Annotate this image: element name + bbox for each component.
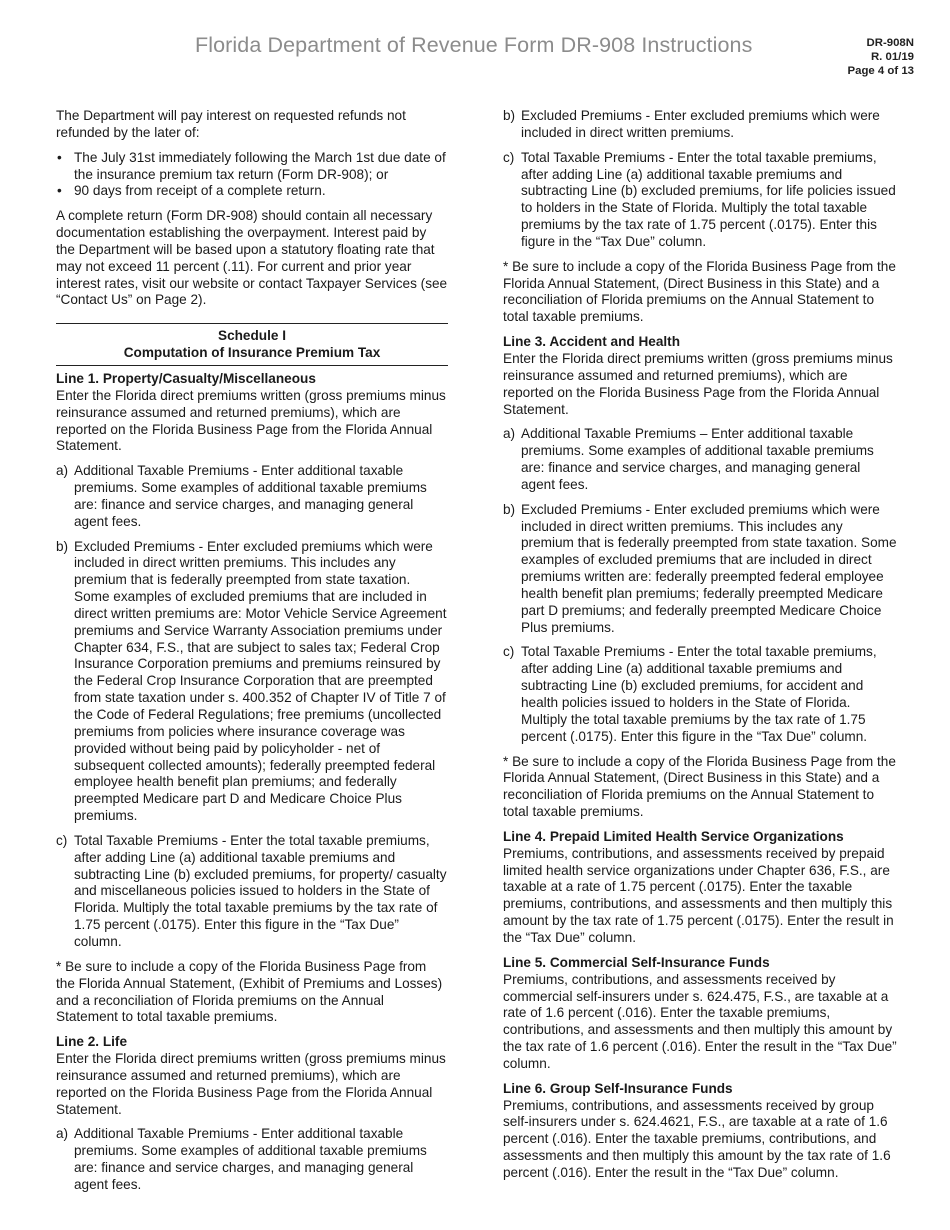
item-label: a) [56, 1126, 69, 1142]
list-item: • 90 days from receipt of a complete return. [56, 183, 448, 200]
document-title: Florida Department of Revenue Form DR-908 Instructions [195, 33, 753, 57]
line1-item-b [56, 539, 448, 825]
form-identifier [848, 36, 914, 78]
line5-heading: Line 5. Commercial Self-Insurance Funds [503, 954, 770, 970]
schedule-title: Schedule I [218, 328, 286, 344]
item-label: a) [56, 463, 69, 479]
line2-note: * Be sure to include a copy of the Florida Business Page from the Florida Annual Statement, (Direct Business in this State) and a reconciliation of Florida premiums on the Annual Statement to total taxable premiums. [503, 258, 896, 325]
line3-item-b [503, 502, 898, 637]
item-text: Additional Taxable Premiums - Enter additional taxable premiums. Some examples of additional taxable premiums are: finance and service charges, and managing general agent fees. [74, 463, 427, 529]
line1-item-a [56, 463, 448, 530]
form-revision: R. 01/19 [870, 51, 914, 63]
line1-note: * Be sure to include a copy of the Florida Business Page from the Florida Annual Statement, (Exhibit of Premiums and Losses) and a reconciliation of Florida premiums on the Annual Statement to total taxable premiums. [56, 958, 443, 1025]
line2-intro: Enter the Florida direct premiums written (gross premiums minus reinsurance assumed and returned premiums), which are reported on the Florida Business Page from the Florida Annual Statement. [56, 1051, 446, 1117]
item-label: c) [503, 644, 515, 660]
item-label: b) [56, 538, 69, 554]
line2-section [56, 1034, 448, 1194]
line5-text: Premiums, contributions, and assessments received by commercial self-insurers under s. 624.475, F.S., are taxable at a rate of 1.6 percent (.016). Enter the taxable premiums, contributions, and assessments and then multiply this amount by the tax rate of 1.6 percent (.016). Enter the result in the “Tax Due” column. [503, 971, 897, 1071]
line1-intro: Enter the Florida direct premiums written (gross premiums minus reinsurance assumed and returned premiums), which are reported on the Florida Business Page from the Florida Annual Statement. [56, 387, 446, 454]
line4-heading: Line 4. Prepaid Limited Health Service Organizations [503, 828, 844, 844]
page-number: Page 4 of 13 [847, 65, 914, 77]
item-label: c) [503, 149, 515, 165]
line3-item-c [503, 644, 898, 745]
line2-item-a [56, 1126, 448, 1193]
line2-item-c [503, 150, 898, 251]
line6-section [503, 1081, 898, 1182]
interest-conditions-list [56, 150, 448, 201]
line6-text: Premiums, contributions, and assessments received by group self-insurers under s. 624.4621, F.S., are taxable at a rate of 1.6 percent (.016). Enter the taxable premiums, contributions, and assessments and then multiply this amount by the tax rate of 1.6 percent (.016). Enter the result in the “Tax Due” column. [503, 1097, 891, 1180]
line5-section [503, 955, 898, 1073]
item-text: Additional Taxable Premiums - Enter additional taxable premiums. Some examples of additional taxable premiums are: finance and service charges, and managing general agent fees. [74, 1126, 427, 1192]
item-label: b) [503, 501, 516, 517]
page-header [0, 0, 950, 90]
complete-return-paragraph: A complete return (Form DR-908) should contain all necessary documentation establishing the overpayment. Interest paid by the Department will be based upon a statutory floating rate that may not exceed 11 percent (.11). For current and prior year interest rates, visit our website or contact Taxpayer Services (see “Contact Us” on Page 2). [56, 208, 448, 308]
line3-heading: Line 3. Accident and Health [503, 334, 681, 350]
interest-intro: The Department will pay interest on requested refunds not refunded by the later of: [56, 108, 406, 140]
item-text: Excluded Premiums - Enter excluded premiums which were included in direct written premiums. [521, 108, 880, 140]
line6-heading: Line 6. Group Self-Insurance Funds [503, 1080, 733, 1096]
right-column [503, 108, 898, 1190]
line2-item-b [503, 108, 898, 142]
line2-heading: Line 2. Life [56, 1034, 128, 1050]
line3-section [503, 334, 898, 821]
item-label: b) [503, 108, 516, 123]
item-text: Total Taxable Premiums - Enter the total taxable premiums, after adding Line (a) additional taxable premiums and subtracting Line (b) excluded premiums, for life policies issued to holders in the State of Florida. Multiply the total taxable premiums by the tax rate of 1.75 percent (.0175). Enter this figure in the “Tax Due” column. [521, 149, 896, 249]
line3-note: * Be sure to include a copy of the Florida Business Page from the Florida Annual Statement, (Direct Business in this State) and a reconciliation of Florida premiums on the Annual Statement to total taxable premiums. [503, 753, 896, 820]
line4-section [503, 829, 898, 947]
line1-section [56, 371, 448, 1026]
line1-heading: Line 1. Property/Casualty/Miscellaneous [56, 370, 316, 386]
left-column [56, 108, 448, 1202]
list-item: • The July 31st immediately following the March 1st due date of the insurance premium tax return (Form DR-908); or [56, 150, 448, 184]
line4-text: Premiums, contributions, and assessments received by prepaid limited health service organizations under Chapter 636, F.S., are taxable at a rate of 1.75 percent (.0175). Enter the taxable premiums, contributions, and assessments and then multiply this amount by the tax rate of 1.75 percent (.0175). Enter the result in the “Tax Due” column. [503, 845, 894, 945]
item-text: Total Taxable Premiums - Enter the total taxable premiums, after adding Line (a) additional taxable premiums and subtracting Line (b) excluded premiums, for accident and health policies issued to holders in the State of Florida. Multiply the total taxable premiums by the tax rate of 1.75 percent (.0175). Enter this figure in the “Tax Due” column. [521, 644, 877, 744]
item-label: c) [56, 832, 68, 848]
item-text: Total Taxable Premiums - Enter the total taxable premiums, after adding Line (a) additional taxable premiums and subtracting Line (b) excluded premiums, for property/ casualty and miscellaneous policies issued to holders in the State of Florida. Multiply the total taxable premiums by the tax rate of 1.75 percent (.0175). Enter this figure in the “Tax Due” column. [74, 832, 447, 949]
form-number: DR-908N [866, 37, 914, 49]
line3-item-a [503, 426, 898, 493]
item-text: Excluded Premiums - Enter excluded premiums which were included in direct written premiums. This includes any premium that is federally preempted from state taxation. Some examples of excluded premiums that are included in direct written premiums are: Motor Vehicle Service Agreement premiums and Service Warranty Association premiums under Chapter 634, F.S., that are subject to sales tax; Federal Crop Insurance Corporation premiums and premiums reinsured by the Federal Crop Insurance Corporation that are preempted from state taxation under s. 400.352 of Chapter IV of Title 7 of the Code of Federal Regulations; free premiums (uncollected premiums from policies where insurance coverage was provided without being paid by policyholder - net of subsequent collected amounts); federally preempted federal employee health benefit plan premiums; and federally preempted Medicare part D and Medicare Choice Plus premiums. [74, 538, 447, 824]
line1-item-c [56, 833, 448, 951]
schedule-subtitle: Computation of Insurance Premium Tax [123, 345, 381, 361]
schedule-heading [56, 323, 448, 366]
item-label: a) [503, 426, 516, 442]
item-text: Additional Taxable Premiums – Enter additional taxable premiums. Some examples of additional taxable premiums are: finance and service charges, and managing general agent fees. [521, 426, 874, 492]
line3-intro: Enter the Florida direct premiums written (gross premiums minus reinsurance assumed and returned premiums), which are reported on the Florida Business Page from the Florida Annual Statement. [503, 350, 893, 417]
item-text: Excluded Premiums - Enter excluded premiums which were included in direct written premiums. This includes any premium that is federally preempted from state taxation. Some examples of excluded premiums that are included in direct premiums written are: federally preempted federal employee health benefit plan premiums; federally preempted Medicare part D premiums; and federally preempted Medicare Choice Plus premiums. [521, 501, 897, 635]
